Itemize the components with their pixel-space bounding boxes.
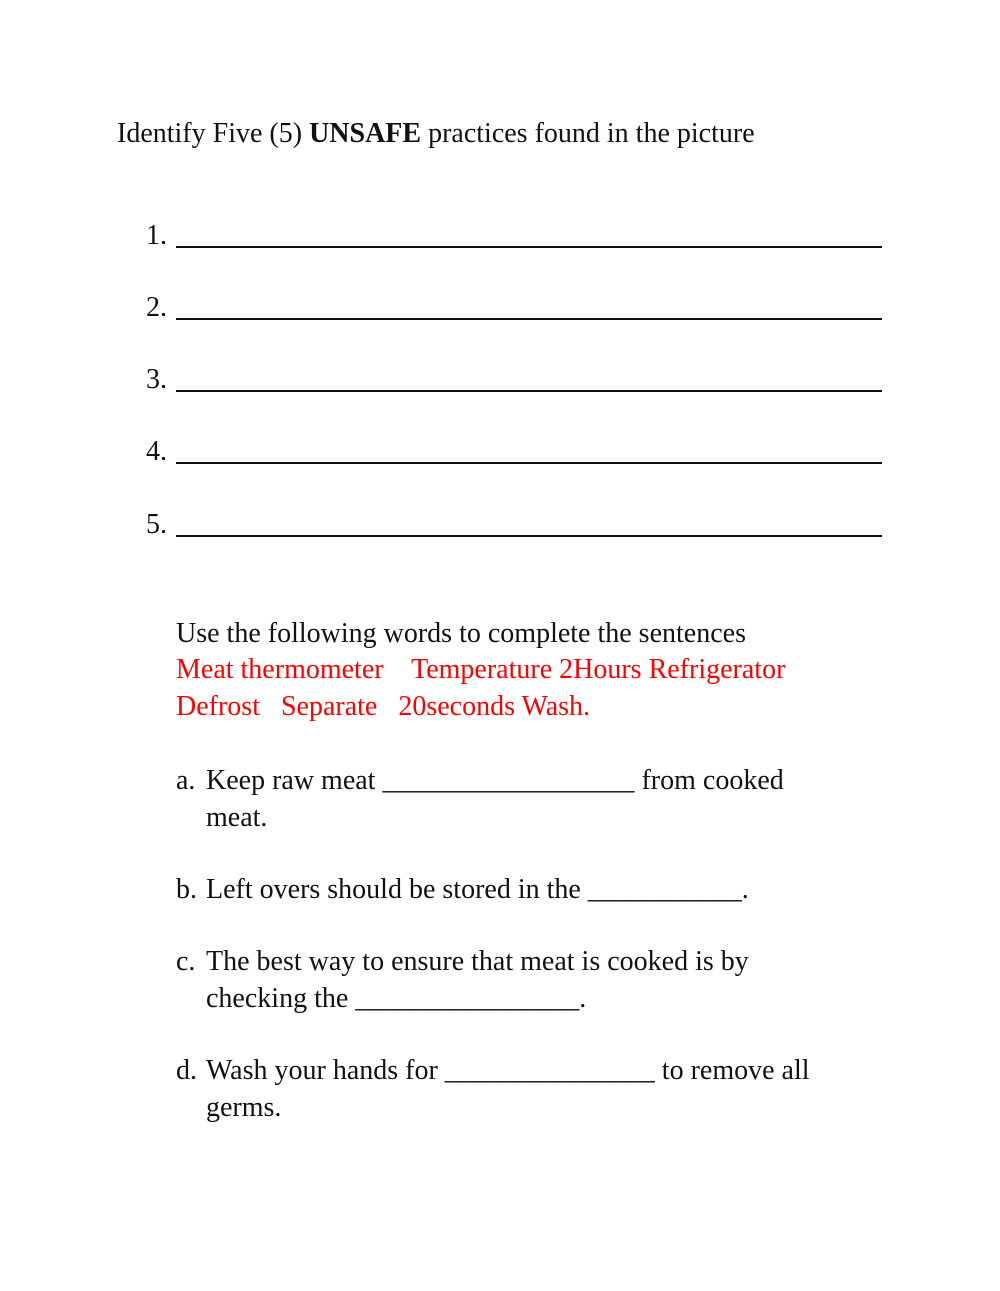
answer-blank[interactable]	[176, 246, 882, 248]
answer-line-2[interactable]	[146, 290, 882, 330]
question-letter: d.	[176, 1055, 197, 1086]
question-text: The best way to ensure that meat is cooked is by	[206, 946, 749, 977]
question-text: Left overs should be stored in the ___________.	[206, 874, 749, 905]
question-letter: b.	[176, 874, 197, 905]
question-b	[176, 871, 749, 908]
answer-line-5[interactable]	[146, 507, 882, 547]
word-bank-line-1: Meat thermometer Temperature 2Hours Refrigerator	[176, 654, 786, 685]
answer-blank[interactable]	[176, 462, 882, 464]
question-letter: c.	[176, 946, 196, 977]
answer-number: 3.	[146, 364, 167, 395]
answer-number: 4.	[146, 436, 167, 467]
word-bank-line-2: Defrost Separate 20seconds Wash.	[176, 691, 591, 722]
question-a	[176, 762, 784, 836]
answer-blank[interactable]	[176, 390, 882, 392]
instructions-text: Use the following words to complete the sentences	[176, 618, 746, 649]
question-text-continued: checking the ________________.	[206, 983, 587, 1014]
answer-line-4[interactable]	[146, 434, 882, 474]
worksheet-heading	[117, 116, 755, 152]
answer-line-1[interactable]	[146, 218, 882, 258]
answer-blank[interactable]	[176, 318, 882, 320]
heading-emphasis: UNSAFE	[309, 118, 422, 149]
question-text-continued: germs.	[206, 1092, 282, 1123]
answer-blank[interactable]	[176, 535, 882, 537]
answer-number: 2.	[146, 292, 167, 323]
question-c	[176, 943, 749, 1017]
answer-line-3[interactable]	[146, 362, 882, 402]
question-text-continued: meat.	[206, 802, 268, 833]
question-letter: a.	[176, 765, 196, 796]
question-text: Keep raw meat __________________ from cooked	[206, 765, 784, 796]
answer-number: 5.	[146, 509, 167, 540]
answer-number: 1.	[146, 220, 167, 251]
heading-prefix: Identify Five (5)	[117, 118, 310, 149]
question-d	[176, 1052, 810, 1126]
question-text: Wash your hands for _______________ to remove all	[206, 1055, 810, 1086]
heading-suffix: practices found in the picture	[421, 118, 755, 149]
